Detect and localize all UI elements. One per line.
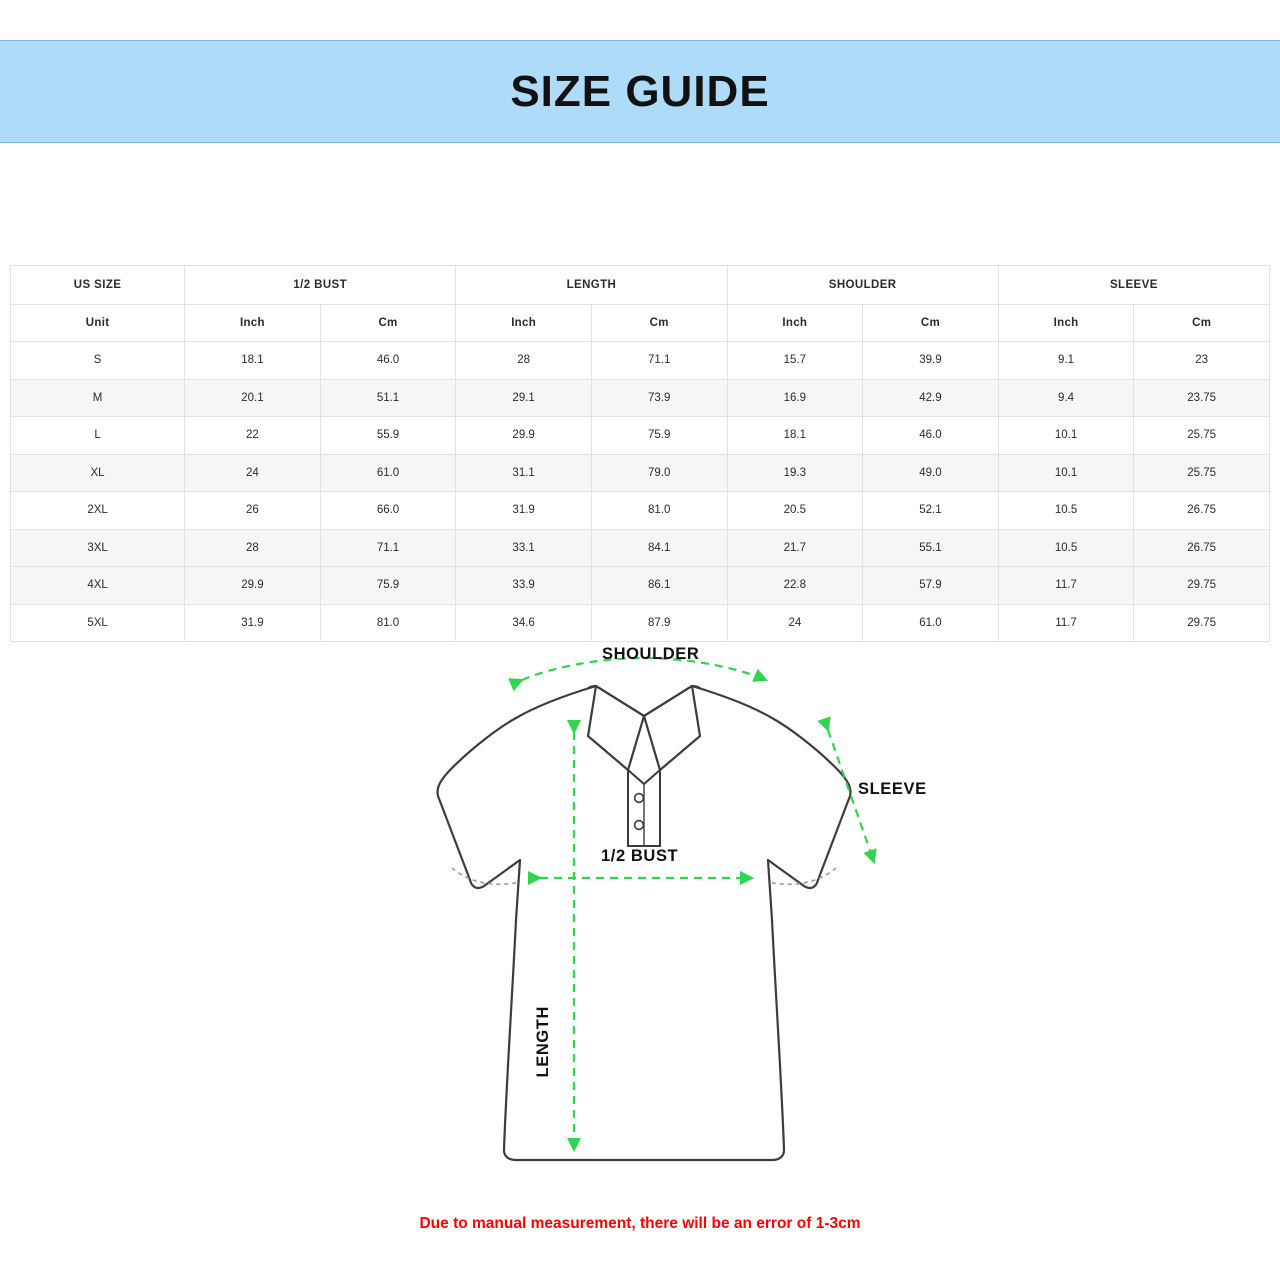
cell-length-cm: 71.1 — [591, 342, 727, 380]
label-sleeve: SLEEVE — [858, 780, 927, 798]
cell-size: 4XL — [11, 567, 185, 605]
size-table-container — [10, 265, 1270, 642]
cell-length-cm: 84.1 — [591, 529, 727, 567]
cell-bust-inch: 29.9 — [185, 567, 321, 605]
cell-length-inch: 28 — [456, 342, 592, 380]
cell-sleeve-inch: 10.1 — [998, 454, 1134, 492]
table-row — [11, 529, 1270, 567]
unit-length-inch: Inch — [456, 305, 592, 342]
button-icon — [635, 794, 644, 803]
column-header-us-size: US SIZE — [11, 266, 185, 305]
cell-shoulder-inch: 21.7 — [727, 529, 863, 567]
cell-bust-cm: 81.0 — [320, 604, 456, 642]
cell-sleeve-cm: 26.75 — [1134, 492, 1270, 530]
unit-bust-inch: Inch — [185, 305, 321, 342]
cell-sleeve-cm: 29.75 — [1134, 604, 1270, 642]
cell-size: 2XL — [11, 492, 185, 530]
cell-sleeve-cm: 26.75 — [1134, 529, 1270, 567]
cell-sleeve-inch: 10.1 — [998, 417, 1134, 455]
unit-length-cm: Cm — [591, 305, 727, 342]
table-row — [11, 417, 1270, 455]
cell-shoulder-inch: 24 — [727, 604, 863, 642]
cell-shoulder-inch: 15.7 — [727, 342, 863, 380]
cell-bust-cm: 55.9 — [320, 417, 456, 455]
unit-shoulder-cm: Cm — [863, 305, 999, 342]
cell-sleeve-cm: 23 — [1134, 342, 1270, 380]
table-row — [11, 567, 1270, 605]
cell-bust-inch: 24 — [185, 454, 321, 492]
measurement-diagram — [0, 620, 1280, 1220]
cell-length-inch: 29.9 — [456, 417, 592, 455]
cell-bust-inch: 20.1 — [185, 379, 321, 417]
cell-shoulder-inch: 16.9 — [727, 379, 863, 417]
cell-shoulder-cm: 49.0 — [863, 454, 999, 492]
cell-size: 5XL — [11, 604, 185, 642]
cell-shoulder-inch: 18.1 — [727, 417, 863, 455]
unit-sleeve-inch: Inch — [998, 305, 1134, 342]
cell-length-inch: 34.6 — [456, 604, 592, 642]
column-header-shoulder: SHOULDER — [727, 266, 998, 305]
cell-bust-inch: 31.9 — [185, 604, 321, 642]
unit-label: Unit — [11, 305, 185, 342]
cell-sleeve-inch: 10.5 — [998, 492, 1134, 530]
label-length: LENGTH — [534, 1006, 552, 1078]
measurement-error-note: Due to manual measurement, there will be an error of 1-3cm — [419, 1215, 861, 1232]
cell-size: 3XL — [11, 529, 185, 567]
cell-sleeve-cm: 25.75 — [1134, 417, 1270, 455]
cell-sleeve-inch: 10.5 — [998, 529, 1134, 567]
cell-length-inch: 33.9 — [456, 567, 592, 605]
cell-sleeve-cm: 23.75 — [1134, 379, 1270, 417]
cell-size: S — [11, 342, 185, 380]
cell-length-cm: 75.9 — [591, 417, 727, 455]
cell-sleeve-cm: 25.75 — [1134, 454, 1270, 492]
cell-length-inch: 29.1 — [456, 379, 592, 417]
cell-length-cm: 87.9 — [591, 604, 727, 642]
cell-shoulder-inch: 22.8 — [727, 567, 863, 605]
cell-shoulder-cm: 39.9 — [863, 342, 999, 380]
cell-bust-inch: 26 — [185, 492, 321, 530]
shirt-body — [438, 686, 851, 1160]
button-icon — [635, 821, 644, 830]
cell-sleeve-inch: 9.1 — [998, 342, 1134, 380]
size-guide-banner — [0, 40, 1280, 143]
size-table — [10, 265, 1270, 642]
table-row — [11, 454, 1270, 492]
cell-bust-cm: 61.0 — [320, 454, 456, 492]
label-half-bust: 1/2 BUST — [601, 847, 679, 865]
table-row — [11, 342, 1270, 380]
column-header-length: LENGTH — [456, 266, 727, 305]
cell-bust-inch: 18.1 — [185, 342, 321, 380]
polo-shirt-illustration — [0, 620, 1280, 1220]
cell-bust-inch: 28 — [185, 529, 321, 567]
cell-length-cm: 79.0 — [591, 454, 727, 492]
cell-size: M — [11, 379, 185, 417]
cell-bust-inch: 22 — [185, 417, 321, 455]
page-title: SIZE GUIDE — [510, 66, 770, 116]
cell-shoulder-cm: 57.9 — [863, 567, 999, 605]
table-row — [11, 379, 1270, 417]
cell-bust-cm: 75.9 — [320, 567, 456, 605]
cell-bust-cm: 51.1 — [320, 379, 456, 417]
label-shoulder: SHOULDER — [602, 645, 700, 663]
cell-shoulder-cm: 55.1 — [863, 529, 999, 567]
cell-length-cm: 81.0 — [591, 492, 727, 530]
cell-length-cm: 86.1 — [591, 567, 727, 605]
cell-length-cm: 73.9 — [591, 379, 727, 417]
cell-bust-cm: 66.0 — [320, 492, 456, 530]
unit-bust-cm: Cm — [320, 305, 456, 342]
unit-sleeve-cm: Cm — [1134, 305, 1270, 342]
column-header-half-bust: 1/2 BUST — [185, 266, 456, 305]
cell-length-inch: 33.1 — [456, 529, 592, 567]
cell-bust-cm: 71.1 — [320, 529, 456, 567]
table-group-header-row — [11, 266, 1270, 305]
cell-shoulder-cm: 46.0 — [863, 417, 999, 455]
cell-sleeve-cm: 29.75 — [1134, 567, 1270, 605]
cell-shoulder-inch: 20.5 — [727, 492, 863, 530]
cell-sleeve-inch: 11.7 — [998, 604, 1134, 642]
cell-length-inch: 31.1 — [456, 454, 592, 492]
unit-shoulder-inch: Inch — [727, 305, 863, 342]
cell-size: XL — [11, 454, 185, 492]
cell-size: L — [11, 417, 185, 455]
cell-length-inch: 31.9 — [456, 492, 592, 530]
cell-shoulder-cm: 42.9 — [863, 379, 999, 417]
table-unit-row — [11, 305, 1270, 342]
cell-shoulder-cm: 61.0 — [863, 604, 999, 642]
cell-bust-cm: 46.0 — [320, 342, 456, 380]
cell-sleeve-inch: 9.4 — [998, 379, 1134, 417]
cell-shoulder-cm: 52.1 — [863, 492, 999, 530]
table-row — [11, 492, 1270, 530]
cell-shoulder-inch: 19.3 — [727, 454, 863, 492]
cell-sleeve-inch: 11.7 — [998, 567, 1134, 605]
column-header-sleeve: SLEEVE — [998, 266, 1269, 305]
